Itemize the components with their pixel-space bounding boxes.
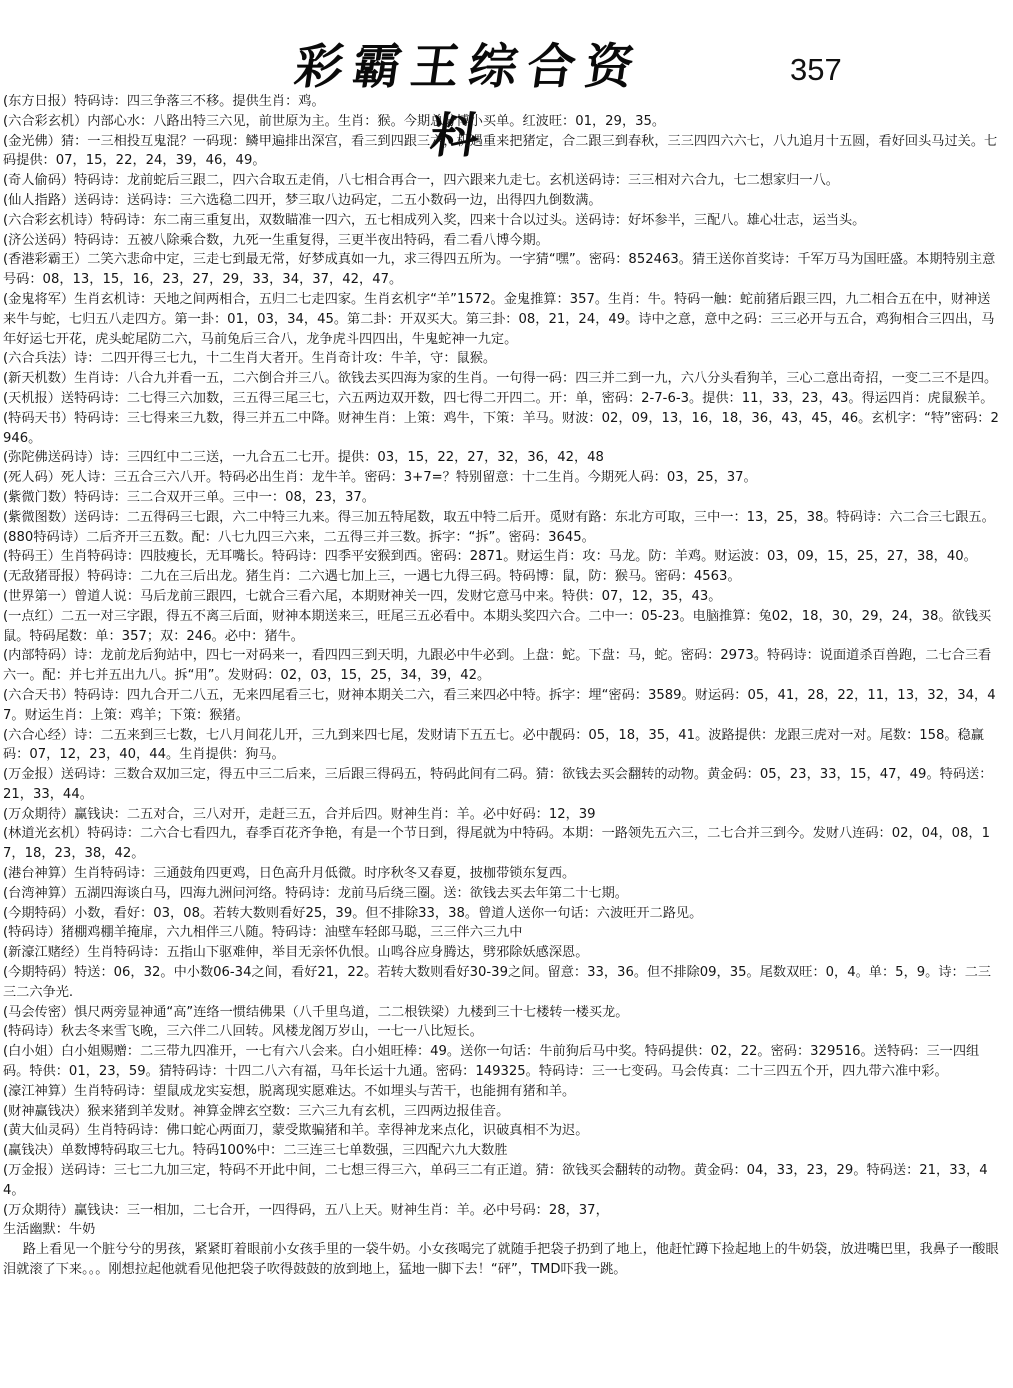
tip-entry: (台湾神算）五湖四海谈白马，四海九洲问河络。特码诗：龙前马后绕三圈。送：欲钱去买去年第二十七期。 — [3, 885, 628, 901]
tip-entry: (香港彩霸王）二笑六悲命中定，三走七到最无常，好梦成真如一九，求三得四五所为。一字猜“嘿”。密码：852463。猜王送你首奖诗：千军万马为国旺盛。本期特别主意号码：08，13，15，16，23，27，29，33，34，37，42，47。 — [3, 252, 996, 288]
tip-entry: (奇人偷码）特码诗：龙前蛇后三跟二，四六合取五走俏，八七相合再合一，四六跟来九走七。玄机送码诗：三三相对六合九，七二想家归一八。 — [3, 173, 839, 189]
tip-entry: (世界第一）曾道人说：马后龙前三跟四，七就合三看六尾，本期财神关一四，发财它意马中来。特供：07，12，35，43。 — [3, 588, 722, 604]
tip-entry: (今期特码）特送：06，32。中小数06-34之间，看好21，22。若转大数则看好30-39之间。留意：33，36。但不排除09，35。尾数双旺：0，4。单：5，9。诗：二三三二六争光. — [3, 965, 992, 1000]
tip-entry: (赢钱决）单数博特码取三七九。特码100%中：二三连三七单数强，三四配六九大数胜 — [3, 1143, 508, 1159]
tip-entry: (六合彩玄机诗）特码诗：东二南三重复出，双数瞄准一四六，五七相成列入奖，四来十合以过头。送码诗：好坏参半，三配八。雄心壮志，运当头。 — [3, 212, 866, 228]
tip-entry: (紫微门数）特码诗：三二合双开三单。三中一：08，23，37。 — [3, 489, 375, 505]
article-body — [3, 92, 999, 1280]
tip-entry: (马会传密）惧尺两旁显神通“高”连络一惯结佛果（八千里鸟道，二二根铁梁）九楼到三十七楼转一楼买龙。 — [3, 1004, 629, 1020]
tip-entry: (死人码）死人诗：三五合三六八开。特码必出生肖：龙牛羊。密码：3+7=？特别留意：十二生肖。今期死人码：03，25，37。 — [3, 470, 757, 486]
tip-entry: (六合心经）诗：二五来到三七数，七八月间花儿开，三九到来四七尾，发财请下五五七。必中靓码：05，18，35，41。波路提供：龙跟三虎对一对。尾数：158。稳赢码：07，12，23，40，44。生肖提供：狗马。 — [3, 727, 984, 763]
story-heading: 生活幽默：牛奶 — [3, 1222, 96, 1238]
tip-entry: (白小姐）白小姐赐赠：二三带九四准开，一七有六八会来。白小姐旺棒：49。送你一句话：牛前狗后马中奖。特码提供：02，22。密码：329516。送特码：三一四组码。特供：01，23，59。猜特码诗：十四二八六有福，马年长运十九通。密码：149325。特码诗：三一七变码。马会传真：二十三四五个开，四九带六准中彩。 — [3, 1044, 980, 1080]
tip-entry: (财神赢钱决）猴来猪到羊发财。神算金牌玄空数：三六三九有玄机，三四两边报佳音。 — [3, 1103, 510, 1119]
tip-entry: (济公送码）特码诗：五被八除乘合数，九死一生重复得，三更半夜出特码，看二看八博今期。 — [3, 232, 549, 248]
tip-entry: (新天机数）生肖诗：八合九并看一五，二六倒合并三八。欲钱去买四海为家的生肖。一句得一码：四三并二到一九，六八分头看狗羊，三心二意出奇招，一变二三不是四。 — [3, 371, 998, 387]
tip-entry: (仙人指路）送码诗：送码诗：三六选稳二四开，梦三取八边码定，二五小数码一边，出得四九倒数满。 — [3, 192, 602, 208]
tip-entry: (紫微图数）送码诗：二五得码三七跟，六二中特三九来。得三加五特尾数，取五中特二后开。觅财有路：东北方可取，三中一：13，25，38。特码诗：六二合三七跟五。 — [3, 509, 995, 525]
tip-entry: (万金报）送码诗：三七二九加三定，特码不开此中间，二七想三得三六，单码三二有正道。猜：欲钱买会翻转的动物。黄金码：04，33，23，29。特码送：21，33，44。 — [3, 1163, 988, 1198]
story — [3, 1240, 999, 1280]
story-text: 路上看见一个脏兮兮的男孩，紧紧盯着眼前小女孩手里的一袋牛奶。小女孩喝完了就随手把袋子扔到了地上，他赶忙蹲下捡起地上的牛奶袋，放进嘴巴里，我鼻子一酸眼泪就滚了下来。。。刚想拉起他就看见他把袋子吹得鼓鼓的放到地上，猛地一脚下去！“砰”，TMD吓我一跳。 — [3, 1242, 999, 1278]
tip-entry: (金鬼将军）生肖玄机诗：天地之间两相合，五归二七走四家。生肖玄机字“羊”1572。金鬼推算：357。生肖：牛。特码一触：蛇前猪后跟三四，九二相合五在中，财神送来牛与蛇，七归五八走四方。第一卦：01，03，34，45。第二卦：开双买大。第三卦：08，21，24，49。诗中之意，意中之码：三三必开与五合，鸡狗相合三四出，马年好运七开花，虎头蛇尾防二六，马前兔后三合八，龙争虎斗四四出，牛鬼蛇神一九定。 — [3, 291, 995, 347]
tip-entry: (万众期待）赢钱诀：三一相加，二七合开，一四得码，五八上天。财神生肖：羊。必中号码：28，37， — [3, 1202, 609, 1218]
tip-entry: (一点红）二五一对三字跟，得五不离三后面，财神本期送来三，旺尾三五必看中。本期头奖四六合。二中一：05-23。电脑推算：兔02，18，30，29，24，38。欲钱买鼠。特码尾数：单：357；双：246。必中：猪牛。 — [3, 608, 992, 644]
tip-entry: (天机报）送特码诗：二七得三六加数，三五得三尾三七，六五两边双开数，四七得二开四二。开：单，密码：2-7-6-3。提供：11，33，23，43。得运四肖：虎鼠猴羊。 — [3, 390, 994, 406]
tip-entry: (港台神算）生肖特码诗：三通鼓角四更鸡，日色高升月低微。时序秋冬又春夏，披枷带锁东复西。 — [3, 866, 576, 882]
tip-entry: (金光佛）猜：一三相投互鬼混？一码现：鳞甲遍排出深宫，看三到四跟三六，机遇重来把猪定，合二跟三到春秋，三三四四六六七，八九追月十五圆，看好回头马过关。七码提供：07，15，22，24，39，46，49。 — [3, 133, 998, 169]
tip-entry: (弥陀佛送码诗）诗：三四红中二三送，一九合五二七开。提供：03，15，22，27，32，36，42，48 — [3, 450, 604, 466]
tip-entry: (特码诗）秋去冬来雪飞晚，三六伴二八回转。风楼龙阁万岁山，一七一八比短长。 — [3, 1024, 483, 1040]
tip-entry: (特码诗）猪棚鸡棚羊掩扉，六九相伴三八随。特码诗：油壁车轻郎马聪，三三伴六三九中 — [3, 925, 523, 941]
tip-entry: (东方日报）特码诗：四三争落三不移。提供生肖：鸡。 — [3, 94, 325, 109]
tip-entry: (无敌猪哥报）特码诗：二九在三后出龙。猪生肖：二六遇七加上三，一遇七九得三码。特码博：鼠，防：猴马。密码：4563。 — [3, 569, 741, 585]
tip-entry: (特码天书）特码诗：三七得来三九数，得三并五二中降。财神生肖：上策：鸡牛，下策：羊马。财波：02，09，13，16，18，36，43，45，46。玄机字：“特”密码：2946。 — [3, 410, 999, 446]
tip-entry: (万金报）送码诗：三数合双加三定，得五中三二后来，三后跟三得码五，特码此间有二码。猜：欲钱去买会翻转的动物。黄金码：05，23，33，15，47，49。特码送：21，33，44。 — [3, 767, 993, 802]
tip-entry: (新濠江赌经）生肖特码诗：五指山下驱难伸，举目无亲怀仇恨。山鸣谷应身腾达，劈邪除妖感深恩。 — [3, 945, 589, 961]
tip-entry: (今期特码）小数，看好：03，08。若转大数则看好25，39。但不排除33，38。曾道人送你一句话：六波旺开二路见。 — [3, 905, 703, 921]
tip-entry: (特码王）生肖特码诗：四肢瘦长，无耳嘴长。特码诗：四季平安猴到西。密码：2871。财运生肖：攻：马龙。防：羊鸡。财运波：03，09，15，25，27，38，40。 — [3, 549, 977, 565]
tip-entry: (880特码诗）二后齐开三五数。配：八七九四三六来，二五得三并三数。拆字：“拆”。密码：3645。 — [3, 529, 595, 545]
page-title: 彩霸王综合资料 — [291, 39, 648, 164]
tip-entry: (六合彩玄机）内部心水：八路出特三六见，前世原为主。生肖：猴。今期总分博小买单。红波旺：01，29，35。 — [3, 113, 666, 129]
tip-entry: (黄大仙灵码）生肖特码诗：佛口蛇心两面刀，蒙受欺骗猪和羊。幸得神龙来点化，识破真相不为迟。 — [3, 1123, 589, 1139]
tip-entry: (六合天书）特码诗：四九合开二八五，无来四尾看三七，财神本期关二六，看三来四必中特。拆字：埋“密码：3589。财运码：05，41，28，22，11，13，32，34，47。财运生肖：上策：鸡羊；下策：猴猪。 — [3, 687, 996, 723]
tip-entry: (林道光玄机）特码诗：二六合七看四九，春季百花齐争艳，有是一个节日到，得尾就为中特码。本期：一路领先五六三，二七合并三到今。发财八连码：02，04，08，17，18，23，38，42。 — [3, 826, 990, 862]
tip-entry: (内部特码）诗：龙前龙后狗站中，四七一对码来一，看四四三到天明，九跟必中牛必到。上盘：蛇。下盘：马，蛇。密码：2973。特码诗：说面道杀百兽跑，二七合三看六一。配：并七并五出九八。拆“用”。发财码：02，03，15，25，34，39，42。 — [3, 648, 992, 684]
tip-entry: (万众期待）赢钱诀：二五对合，三八对开，走赶三五，合并后四。财神生肖：羊。必中好码：12，39 — [3, 806, 596, 822]
tip-entry: (六合兵法）诗：二四开得三七九，十二生肖大者开。生肖奇计攻：牛羊，守：鼠猴。 — [3, 351, 497, 367]
tip-entry: (濠江神算）生肖特码诗：望鼠成龙实妄想，脱离现实愿难达。不如埋头与苦干，也能拥有猪和羊。 — [3, 1083, 576, 1099]
issue-number: 357 — [790, 52, 842, 87]
